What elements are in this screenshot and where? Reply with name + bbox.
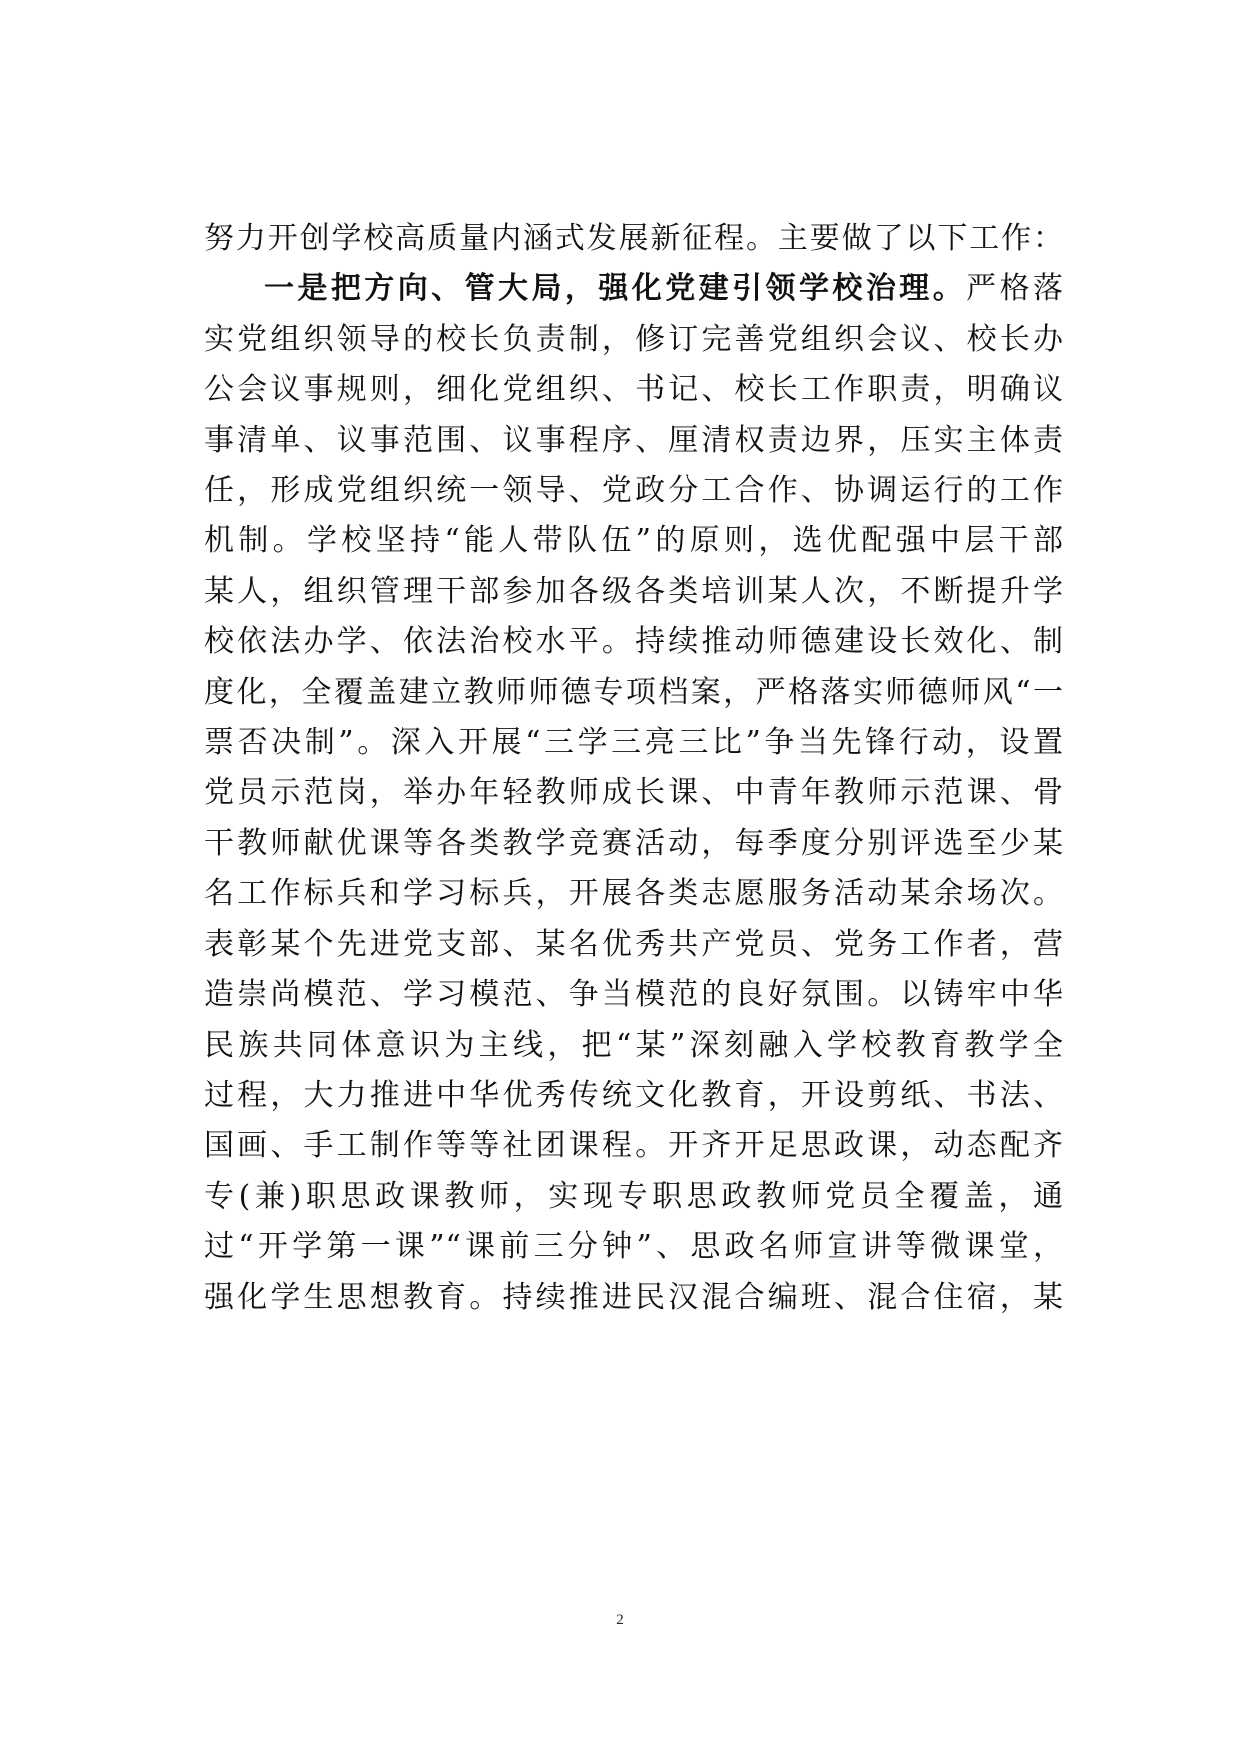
- text-line-20: 过“开学第一课”“课前三分钟”、思政名师宣讲等微课堂，: [204, 1229, 1064, 1265]
- text-line-21: 强化学生思想教育。持续推进民汉混合编班、混合住宿，某: [204, 1279, 1064, 1315]
- text-line-15: 造崇尚模范、学习模范、争当模范的良好氛围。以铸牢中华: [204, 977, 1064, 1013]
- text-line-14: 表彰某个先进党支部、某名优秀共产党员、党务工作者，营: [204, 926, 1064, 962]
- text-line-4: 事清单、议事范围、议事程序、厘清权责边界，压实主体责: [204, 422, 1064, 458]
- section-heading-line: [204, 264, 1064, 314]
- text-line-5: 任，形成党组织统一领导、党政分工合作、协调运行的工作: [204, 473, 1064, 509]
- section-heading: 一是把方向、管大局，强化党建引领学校治理。: [264, 271, 967, 307]
- text-line-13: 名工作标兵和学习标兵，开展各类志愿服务活动某余场次。: [204, 876, 1064, 912]
- text-line-17: 过程，大力推进中华优秀传统文化教育，开设剪纸、书法、: [204, 1077, 1064, 1113]
- text-line-1: 努力开创学校高质量内涵式发展新征程。主要做了以下工作：: [204, 221, 1064, 256]
- section-heading-tail: 严格落: [966, 271, 1065, 307]
- text-line-8: 校依法办学、依法治校水平。持续推动师德建设长效化、制: [204, 624, 1064, 660]
- text-line-7: 某人，组织管理干部参加各级各类培训某人次，不断提升学: [204, 573, 1064, 609]
- body-text: [204, 214, 1064, 1323]
- text-line-16: 民族共同体意识为主线，把“某”深刻融入学校教育教学全: [204, 1027, 1064, 1063]
- text-line-9: 度化，全覆盖建立教师师德专项档案，严格落实师德师风“一: [204, 674, 1064, 710]
- text-line-19: 专(兼)职思政课教师，实现专职思政教师党员全覆盖，通: [204, 1178, 1064, 1214]
- text-line-10: 票否决制”。深入开展“三学三亮三比”争当先锋行动，设置: [204, 725, 1064, 761]
- text-line-11: 党员示范岗，举办年轻教师成长课、中青年教师示范课、骨: [204, 775, 1064, 811]
- text-line-18: 国画、手工制作等等社团课程。开齐开足思政课，动态配齐: [204, 1128, 1064, 1164]
- text-line-3: 公会议事规则，细化党组织、书记、校长工作职责，明确议: [204, 372, 1064, 408]
- text-line-12: 干教师献优课等各类教学竞赛活动，每季度分别评选至少某: [204, 825, 1064, 861]
- text-line-6: 机制。学校坚持“能人带队伍”的原则，选优配强中层干部: [204, 523, 1064, 559]
- text-line-2: 实党组织领导的校长负责制，修订完善党组织会议、校长办: [204, 321, 1064, 357]
- page-number: 2: [616, 1612, 624, 1628]
